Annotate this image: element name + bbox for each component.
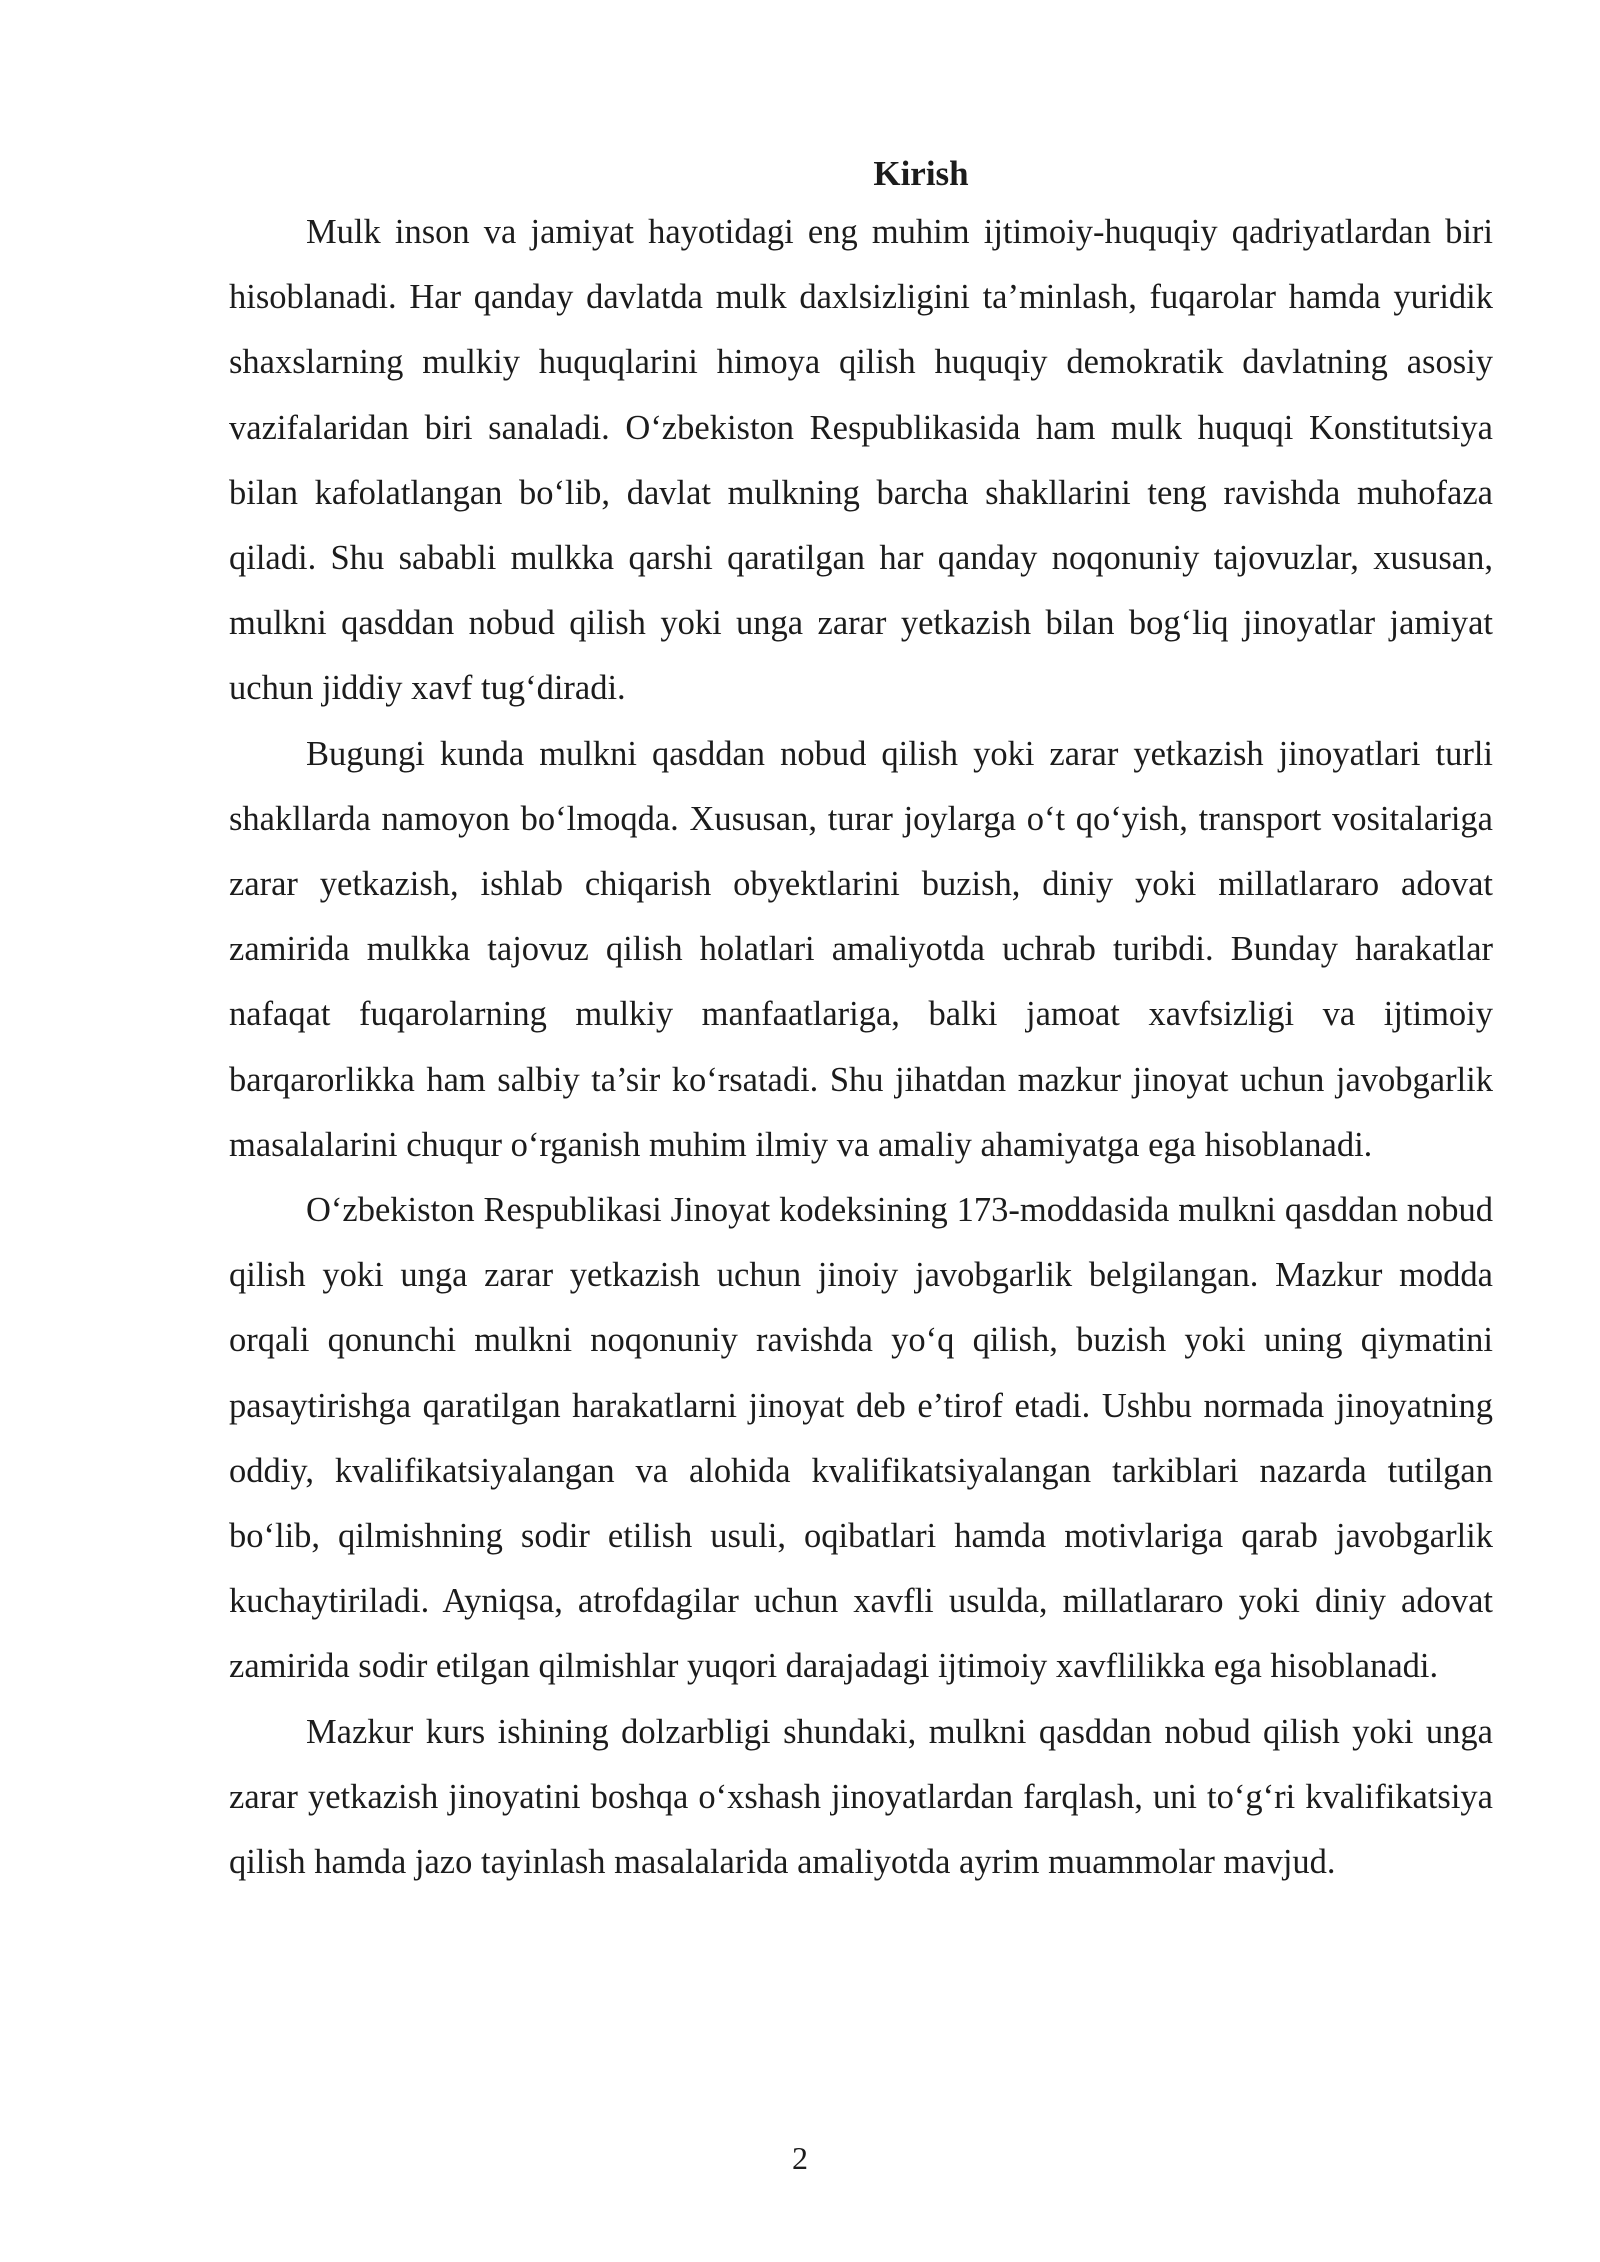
section-heading: Kirish	[873, 154, 969, 193]
paragraph-4: Mazkur kurs ishining dolzarbligi shundaki, mulkni qasddan nobud qilish yoki unga zarar yetkazish jinoyatini boshqa o‘xshash jinoyatlardan farqlash, uni to‘g‘ri kvalifikatsiya qilish hamda jazo tayinlash masalalarida amaliyotda ayrim muammolar mavjud.	[229, 1712, 1493, 1882]
paragraph-3: O‘zbekiston Respublikasi Jinoyat kodeksining 173-moddasida mulkni qasddan nobud qilish yoki unga zarar yetkazish uchun jinoiy javobgarlik belgilangan. Mazkur modda orqali qonunchi mulkni noqonuniy ravishda yo‘q qilish, buzish yoki uning qiymatini pasaytirishga qaratilgan harakatlarni jinoyat deb e’tirof etadi. Ushbu normada jinoyatning oddiy, kvalifikatsiyalangan va alohida kvalifikatsiyalangan tarkiblari nazarda tutilgan bo‘lib, qilmishning sodir etilish usuli, oqibatlari hamda motivlariga qarab javobgarlik kuchaytiriladi. Ayniqsa, atrofdagilar uchun xavfli usulda, millatlararo yoki diniy adovat zamirida sodir etilgan qilmishlar yuqori darajadagi ijtimoiy xavflilikka ega hisoblanadi.	[229, 1191, 1493, 1686]
page-content	[229, 148, 1493, 1895]
page-number: 2	[792, 2140, 808, 2176]
paragraph-2: Bugungi kunda mulkni qasddan nobud qilish yoki zarar yetkazish jinoyatlari turli shakllarda namoyon bo‘lmoqda. Xususan, turar joylarga o‘t qo‘yish, transport vositalariga zarar yetkazish, ishlab chiqarish obyektlarini buzish, diniy yoki millatlararo adovat zamirida mulkka tajovuz qilish holatlari amaliyotda uchrab turibdi. Bunday harakatlar nafaqat fuqarolarning mulkiy manfaatlariga, balki jamoat xavfsizligi va ijtimoiy barqarorlikka ham salbiy ta’sir ko‘rsatadi. Shu jihatdan mazkur jinoyat uchun javobgarlik masalalarini chuqur o‘rganish muhim ilmiy va amaliy ahamiyatga ega hisoblanadi.	[229, 734, 1493, 1164]
paragraph-1: Mulk inson va jamiyat hayotidagi eng muhim ijtimoiy-huquqiy qadriyatlardan biri hisoblanadi. Har qanday davlatda mulk daxlsizligini ta’minlash, fuqarolar hamda yuridik shaxslarning mulkiy huquqlarini himoya qilish huquqiy demokratik davlatning asosiy vazifalaridan biri sanaladi. O‘zbekiston Respublikasida ham mulk huquqi Konstitutsiya bilan kafolatlangan bo‘lib, davlat mulkning barcha shakllarini teng ravishda muhofaza qiladi. Shu sababli mulkka qarshi qaratilgan har qanday noqonuniy tajovuzlar, xususan, mulkni qasddan nobud qilish yoki unga zarar yetkazish bilan bog‘liq jinoyatlar jamiyat uchun jiddiy xavf tug‘diradi.	[229, 213, 1493, 708]
